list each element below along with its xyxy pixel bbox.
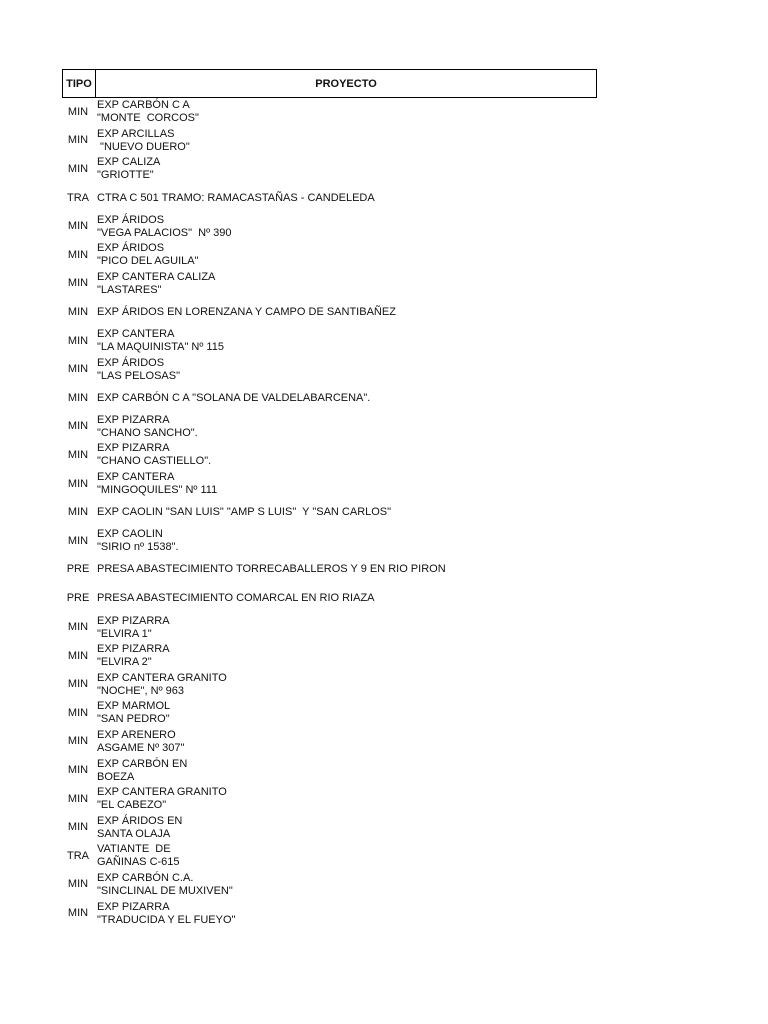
row-tipo: MIN: [67, 792, 89, 805]
row-tipo: MIN: [67, 764, 89, 777]
table-row: [62, 184, 597, 213]
table-row: [62, 584, 597, 613]
row-tipo: MIN: [67, 420, 89, 433]
row-tipo: MIN: [67, 907, 89, 920]
row-tipo: MIN: [67, 248, 89, 261]
row-proyecto: EXP PIZARRA "CHANO CASTIELLO".: [97, 442, 212, 468]
row-proyecto: EXP MARMOL "SAN PEDRO": [97, 700, 171, 726]
row-proyecto: PRESA ABASTECIMIENTO COMARCAL EN RIO RIAZA: [97, 592, 375, 605]
table-row: [62, 470, 597, 499]
row-tipo: TRA: [67, 849, 89, 862]
table-row: [62, 642, 597, 671]
row-tipo: MIN: [67, 621, 89, 634]
row-tipo: MIN: [67, 735, 89, 748]
table-row: [62, 155, 597, 184]
row-tipo: MIN: [67, 706, 89, 719]
row-proyecto: EXP CANTERA GRANITO "NOCHE", Nº 963: [97, 671, 227, 697]
project-table: [62, 69, 597, 928]
table-row: [62, 871, 597, 900]
row-tipo: MIN: [67, 649, 89, 662]
row-tipo: MIN: [67, 878, 89, 891]
row-proyecto: EXP ÁRIDOS EN SANTA OLAJA: [97, 814, 183, 840]
row-proyecto: EXP PIZARRA "CHANO SANCHO".: [97, 413, 198, 439]
table-row: [62, 98, 597, 127]
row-proyecto: EXP CANTERA "LA MAQUINISTA" Nº 115: [97, 328, 224, 354]
table-row: [62, 441, 597, 470]
table-row: [62, 728, 597, 757]
row-tipo: MIN: [67, 821, 89, 834]
column-header-tipo: TIPO: [63, 70, 96, 97]
row-proyecto: EXP ÁRIDOS "PICO DEL AGUILA": [97, 242, 199, 268]
row-proyecto: EXP CAOLIN "SAN LUIS" "AMP S LUIS" Y "SAN CARLOS": [97, 506, 392, 519]
table-row: [62, 527, 597, 556]
table-row: [62, 556, 597, 585]
row-tipo: MIN: [67, 162, 89, 175]
row-proyecto: EXP ÁRIDOS "VEGA PALACIOS" Nº 390: [97, 213, 232, 239]
table-row: [62, 413, 597, 442]
row-proyecto: PRESA ABASTECIMIENTO TORRECABALLEROS Y 9 EN RIO PIRON: [97, 563, 446, 576]
row-tipo: MIN: [67, 220, 89, 233]
row-proyecto: EXP CARBÓN C.A. "SINCLINAL DE MUXIVEN": [97, 871, 233, 897]
row-proyecto: EXP CANTERA GRANITO "EL CABEZO": [97, 786, 227, 812]
row-proyecto: EXP CARBÓN C A "MONTE CORCOS": [97, 99, 199, 125]
row-proyecto: EXP CARBÓN C A "SOLANA DE VALDELABARCENA".: [97, 391, 371, 404]
table-row: [62, 756, 597, 785]
row-tipo: MIN: [67, 277, 89, 290]
table-row: [62, 384, 597, 413]
row-tipo: MIN: [67, 506, 89, 519]
row-proyecto: EXP PIZARRA "ELVIRA 1": [97, 614, 170, 640]
table-row: [62, 327, 597, 356]
row-proyecto: EXP ÁRIDOS "LAS PELOSAS": [97, 356, 181, 382]
column-header-proyecto: PROYECTO: [315, 77, 377, 90]
table-row: [62, 298, 597, 327]
table-row: [62, 842, 597, 871]
table-row: [62, 212, 597, 241]
row-tipo: MIN: [67, 534, 89, 547]
table-header: [62, 69, 597, 98]
row-proyecto: EXP CANTERA "MINGOQUILES" Nº 111: [97, 471, 218, 497]
row-tipo: PRE: [66, 592, 90, 605]
table-row: [62, 699, 597, 728]
table-row: [62, 127, 597, 156]
table-row: [62, 813, 597, 842]
row-proyecto: EXP ARCILLAS "NUEVO DUERO": [97, 127, 190, 153]
row-proyecto: EXP CARBÓN EN BOEZA: [97, 757, 188, 783]
row-proyecto: CTRA C 501 TRAMO: RAMACASTAÑAS - CANDELEDA: [97, 191, 375, 204]
table-row: [62, 270, 597, 299]
table-row: [62, 670, 597, 699]
row-proyecto: EXP ARENERO ASGAME Nº 307": [97, 728, 185, 754]
row-proyecto: EXP CANTERA CALIZA "LASTARES": [97, 270, 216, 296]
row-proyecto: EXP PIZARRA "ELVIRA 2": [97, 643, 170, 669]
row-proyecto: EXP CAOLIN "SIRIO nº 1538".: [97, 528, 179, 554]
table-row: [62, 899, 597, 928]
row-proyecto: EXP CALIZA "GRIOTTE": [97, 156, 161, 182]
row-proyecto: EXP ÁRIDOS EN LORENZANA Y CAMPO DE SANTIBAÑEZ: [97, 305, 396, 318]
row-tipo: MIN: [67, 678, 89, 691]
table-row: [62, 785, 597, 814]
table-row: [62, 498, 597, 527]
row-tipo: MIN: [67, 134, 89, 147]
row-tipo: MIN: [67, 334, 89, 347]
row-tipo: PRE: [66, 563, 90, 576]
row-tipo: MIN: [67, 305, 89, 318]
table-row: [62, 241, 597, 270]
row-proyecto: EXP PIZARRA "TRADUCIDA Y EL FUEYO": [97, 900, 236, 926]
row-tipo: MIN: [67, 105, 89, 118]
row-tipo: TRA: [67, 191, 89, 204]
row-proyecto: VATIANTE DE GAÑINAS C-615: [97, 843, 180, 869]
table-row: [62, 613, 597, 642]
row-tipo: MIN: [67, 448, 89, 461]
table-row: [62, 355, 597, 384]
row-tipo: MIN: [67, 363, 89, 376]
row-tipo: MIN: [67, 391, 89, 404]
row-tipo: MIN: [67, 477, 89, 490]
